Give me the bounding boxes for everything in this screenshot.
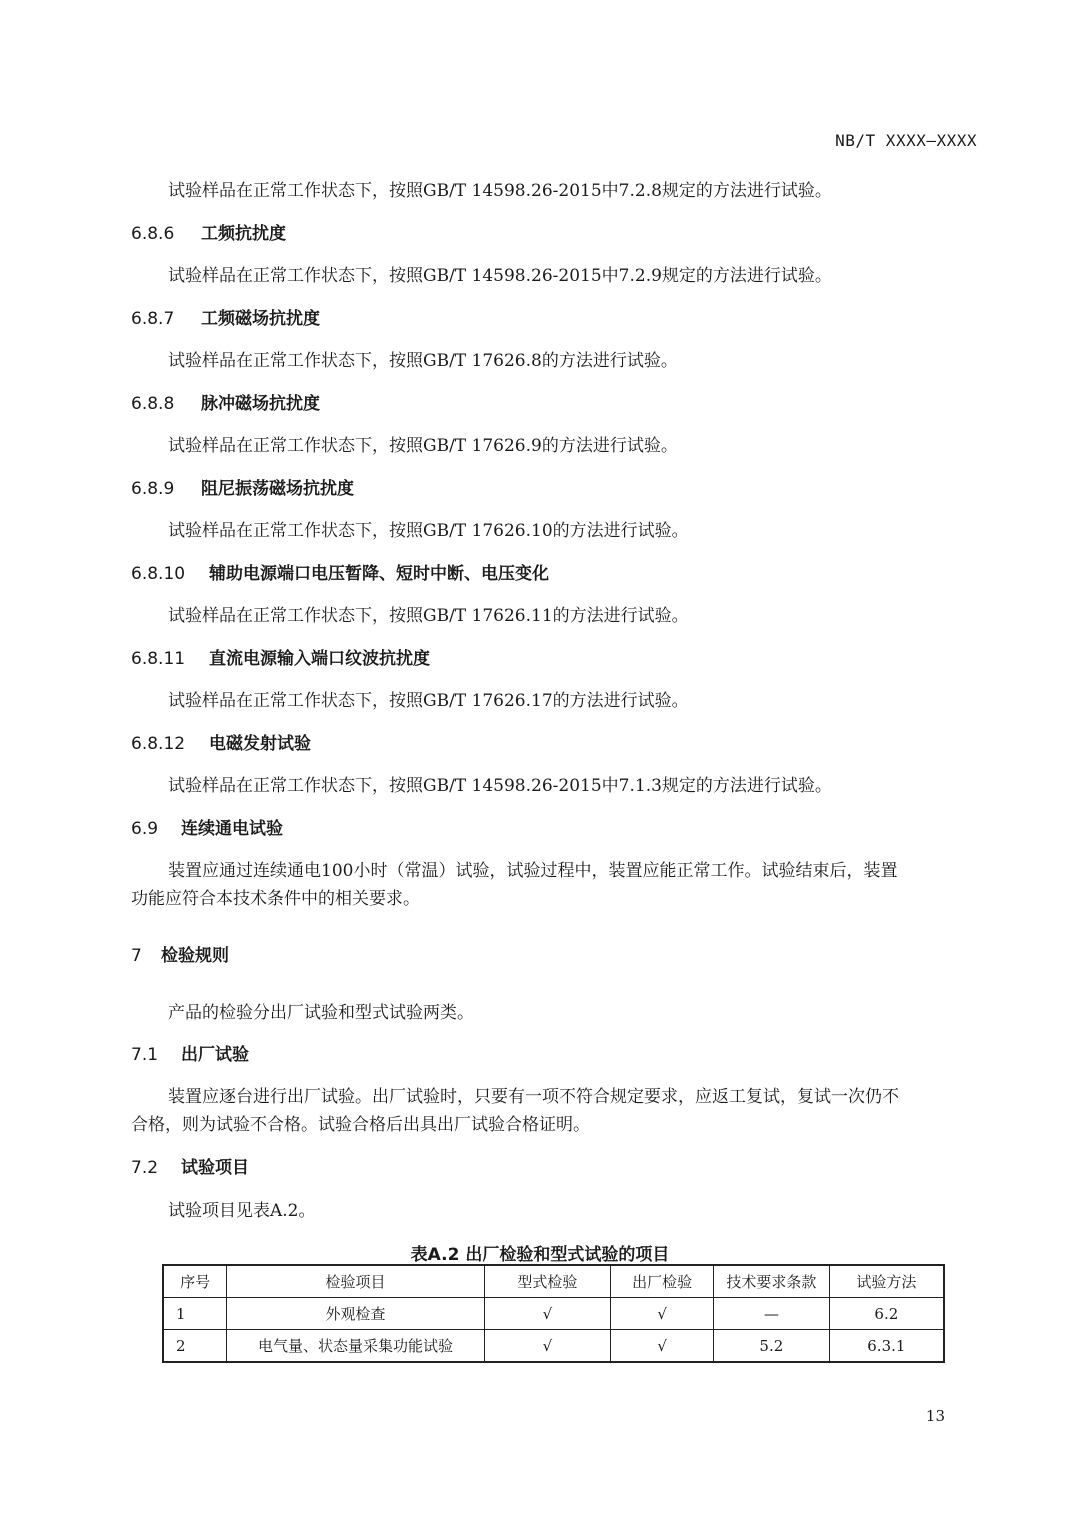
header-cell: 出厂检验: [611, 1265, 714, 1298]
section-number: 7: [131, 946, 142, 966]
header-cell: 技术要求条款: [713, 1265, 829, 1298]
paragraph: 试验样品在正常工作状态下，按照GB/T 17626.8的方法进行试验。: [168, 351, 678, 371]
section-number: 6.8.8: [131, 394, 175, 414]
paragraph: 装置应通过连续通电100小时（常温）试验，试验过程中，装置应能正常工作。试验结束后，装置: [168, 861, 898, 881]
header-cell: 序号: [163, 1265, 227, 1298]
table-caption: 表A.2 出厂检验和型式试验的项目: [410, 1245, 670, 1265]
section-title: 脉冲磁场抗扰度: [201, 394, 320, 414]
paragraph: 试验样品在正常工作状态下，按照GB/T 14598.26-2015中7.1.3规定的方法进行试验。: [168, 776, 832, 796]
section-number: 6.8.11: [131, 649, 186, 669]
paragraph: 试验样品在正常工作状态下，按照GB/T 17626.11的方法进行试验。: [168, 606, 689, 626]
section-number: 6.8.12: [131, 734, 186, 754]
section-title: 阻尼振荡磁场抗扰度: [201, 479, 354, 499]
section-heading-6-8-6: [131, 219, 286, 244]
section-number: 6.8.10: [131, 564, 186, 584]
paragraph-continuation: 功能应符合本技术条件中的相关要求。: [131, 889, 420, 909]
paragraph: 试验样品在正常工作状态下，按照GB/T 17626.17的方法进行试验。: [168, 691, 689, 711]
section-heading-6-8-9: [131, 474, 354, 499]
table-cell: √: [484, 1298, 611, 1330]
table-cell: —: [713, 1298, 829, 1330]
inspection-items-table: [162, 1264, 945, 1363]
table-cell: 1: [163, 1298, 227, 1330]
section-title: 连续通电试验: [181, 819, 283, 839]
paragraph: 试验样品在正常工作状态下，按照GB/T 14598.26-2015中7.2.8规定的方法进行试验。: [168, 181, 832, 201]
header-cell: 试验方法: [829, 1265, 944, 1298]
table-cell: 外观检查: [227, 1298, 484, 1330]
table-row: [163, 1330, 944, 1363]
section-title: 工频磁场抗扰度: [201, 309, 320, 329]
section-heading-7-1: [131, 1040, 249, 1065]
document-code-header: NB/T XXXX—XXXX: [835, 131, 977, 150]
section-heading-6-9: [131, 814, 283, 839]
section-heading-6-8-11: [131, 644, 430, 669]
section-title: 辅助电源端口电压暂降、短时中断、电压变化: [209, 564, 549, 584]
table-cell: √: [611, 1298, 714, 1330]
section-heading-6-8-10: [131, 559, 549, 584]
table-cell: 6.3.1: [829, 1330, 944, 1363]
table-cell: √: [611, 1330, 714, 1363]
section-title: 检验规则: [161, 946, 229, 966]
table-cell: √: [484, 1330, 611, 1363]
table-cell: 6.2: [829, 1298, 944, 1330]
section-heading-7-2: [131, 1153, 249, 1178]
section-title: 工频抗扰度: [201, 224, 286, 244]
table-row: [163, 1298, 944, 1330]
section-number: 7.2: [131, 1158, 159, 1178]
paragraph: 试验项目见表A.2。: [168, 1201, 316, 1221]
paragraph: 装置应逐台进行出厂试验。出厂试验时，只要有一项不符合规定要求，应返工复试，复试一次仍不: [168, 1087, 899, 1107]
table-cell: 5.2: [713, 1330, 829, 1363]
paragraph: 试验样品在正常工作状态下，按照GB/T 17626.10的方法进行试验。: [168, 521, 689, 541]
section-heading-6-8-12: [131, 729, 311, 754]
section-heading-6-8-8: [131, 389, 320, 414]
paragraph: 产品的检验分出厂试验和型式试验两类。: [168, 1003, 474, 1023]
page-number: 13: [925, 1407, 945, 1425]
table-cell: 2: [163, 1330, 227, 1363]
section-title: 出厂试验: [181, 1045, 249, 1065]
section-title: 试验项目: [181, 1158, 249, 1178]
header-cell: 检验项目: [227, 1265, 484, 1298]
section-title: 电磁发射试验: [209, 734, 311, 754]
table-header-row: [163, 1265, 944, 1298]
section-number: 7.1: [131, 1045, 159, 1065]
header-cell: 型式检验: [484, 1265, 611, 1298]
paragraph: 试验样品在正常工作状态下，按照GB/T 17626.9的方法进行试验。: [168, 436, 678, 456]
section-number: 6.8.9: [131, 479, 175, 499]
paragraph-continuation: 合格，则为试验不合格。试验合格后出具出厂试验合格证明。: [131, 1115, 590, 1135]
chapter-heading-7: [131, 941, 229, 966]
section-heading-6-8-7: [131, 304, 320, 329]
section-title: 直流电源输入端口纹波抗扰度: [209, 649, 430, 669]
table-cell: 电气量、状态量采集功能试验: [227, 1330, 484, 1363]
section-number: 6.8.6: [131, 224, 175, 244]
section-number: 6.9: [131, 819, 159, 839]
paragraph: 试验样品在正常工作状态下，按照GB/T 14598.26-2015中7.2.9规定的方法进行试验。: [168, 266, 832, 286]
section-number: 6.8.7: [131, 309, 175, 329]
